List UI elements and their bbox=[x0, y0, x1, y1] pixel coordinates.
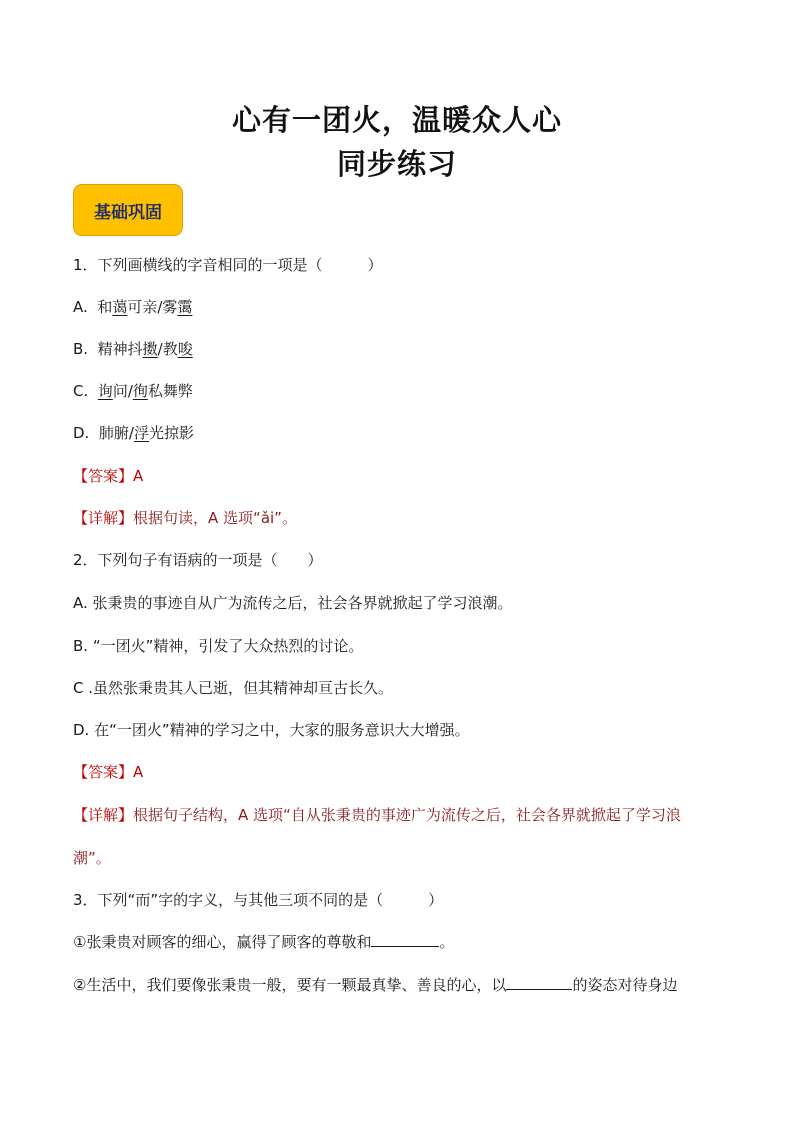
detail-tag: 【详解】 bbox=[73, 509, 134, 527]
q2-detail-text-1: 根据句子结构，A 选项“自从张秉贵的事迹广为流传之后，社会各界就掀起了学习浪 bbox=[133, 806, 681, 824]
q2-detail-text-2: 潮”。 bbox=[73, 849, 111, 867]
q2-option-c: C .虽然张秉贵其人已逝，但其精神却亘古长久。 bbox=[73, 679, 394, 697]
q3-item-1-end: 。 bbox=[439, 933, 455, 951]
q3-item-2 bbox=[73, 975, 677, 995]
q1-detail-text: 根据句读，A 选项“ǎi”。 bbox=[133, 509, 297, 527]
q1-option-a-underlined-1: 蔼 bbox=[112, 298, 128, 316]
answer-tag: 【答案】 bbox=[73, 467, 134, 485]
q1-option-a-pre: 和 bbox=[97, 298, 113, 316]
q1-answer-value: A bbox=[133, 467, 144, 485]
q1-option-c-post: 私舞弊 bbox=[147, 382, 193, 400]
q2-option-a: A. 张秉贵的事迹自从广为流传之后，社会各界就掀起了学习浪潮。 bbox=[73, 594, 513, 612]
q3-item-1-text: ①张秉贵对顾客的细心，赢得了顾客的尊敬和 bbox=[73, 933, 372, 951]
q1-option-a-mid: 可亲/雾 bbox=[127, 298, 178, 316]
q1-option-b-underlined-2: 唆 bbox=[177, 340, 193, 358]
q1-option-d bbox=[73, 423, 194, 443]
q1-option-d-label: D. bbox=[73, 424, 90, 442]
q1-stem: 1．下列画横线的字音相同的一项是（ ） bbox=[73, 256, 383, 274]
section-badge bbox=[73, 184, 183, 236]
q1-option-c-underlined-2: 徇 bbox=[132, 382, 148, 400]
q3-item-2-text: ②生活中，我们要像张秉贵一般，要有一颗最真挚、善良的心，以 bbox=[73, 976, 507, 994]
q3-stem: 3．下列“而”字的字义，与其他三项不同的是（ ） bbox=[73, 891, 444, 909]
q1-option-b-mid: /教 bbox=[157, 340, 178, 358]
q1-answer bbox=[73, 466, 143, 486]
q1-option-c-mid: 问/ bbox=[112, 382, 133, 400]
q2-answer bbox=[73, 762, 143, 782]
q2-detail bbox=[73, 805, 681, 825]
document-title: 心有一团火，温暖众人心 bbox=[231, 103, 562, 137]
q1-option-d-pre: 肺 bbox=[98, 424, 114, 442]
q1-option-a-label: A. bbox=[73, 298, 88, 316]
q1-option-b bbox=[73, 339, 193, 359]
q3-item-1 bbox=[73, 932, 454, 952]
q2-answer-value: A bbox=[133, 763, 144, 781]
q2-option-d: D. 在“一团火”精神的学习之中，大家的服务意识大大增强。 bbox=[73, 721, 470, 739]
document-subtitle: 同步练习 bbox=[336, 147, 457, 181]
detail-tag: 【详解】 bbox=[73, 806, 134, 824]
q1-option-b-pre: 精神抖 bbox=[97, 340, 143, 358]
q1-option-b-label: B. bbox=[73, 340, 89, 358]
q1-option-b-underlined-1: 擞 bbox=[142, 340, 158, 358]
fill-blank-1[interactable] bbox=[371, 932, 439, 947]
q1-option-d-mid: / bbox=[128, 424, 134, 442]
fill-blank-2[interactable] bbox=[506, 975, 572, 990]
section-badge-label: 基础巩固 bbox=[94, 202, 162, 223]
q1-option-c-label: C. bbox=[73, 382, 89, 400]
q1-detail bbox=[73, 508, 297, 528]
q3-item-2-end: 的姿态对待身边 bbox=[572, 976, 678, 994]
q1-option-c bbox=[73, 381, 193, 401]
q2-stem: 2．下列句子有语病的一项是（ ） bbox=[73, 551, 323, 569]
q1-option-d-underlined-1: 腑 bbox=[113, 424, 129, 442]
answer-tag: 【答案】 bbox=[73, 763, 134, 781]
q1-option-d-post: 光掠影 bbox=[148, 424, 194, 442]
q1-option-a bbox=[73, 297, 192, 317]
q1-option-d-underlined-2: 浮 bbox=[133, 424, 149, 442]
q1-option-c-underlined-1: 询 bbox=[97, 382, 113, 400]
q2-option-b: B. “一团火”精神，引发了大众热烈的讨论。 bbox=[73, 637, 364, 655]
q1-option-a-underlined-2: 霭 bbox=[177, 298, 193, 316]
